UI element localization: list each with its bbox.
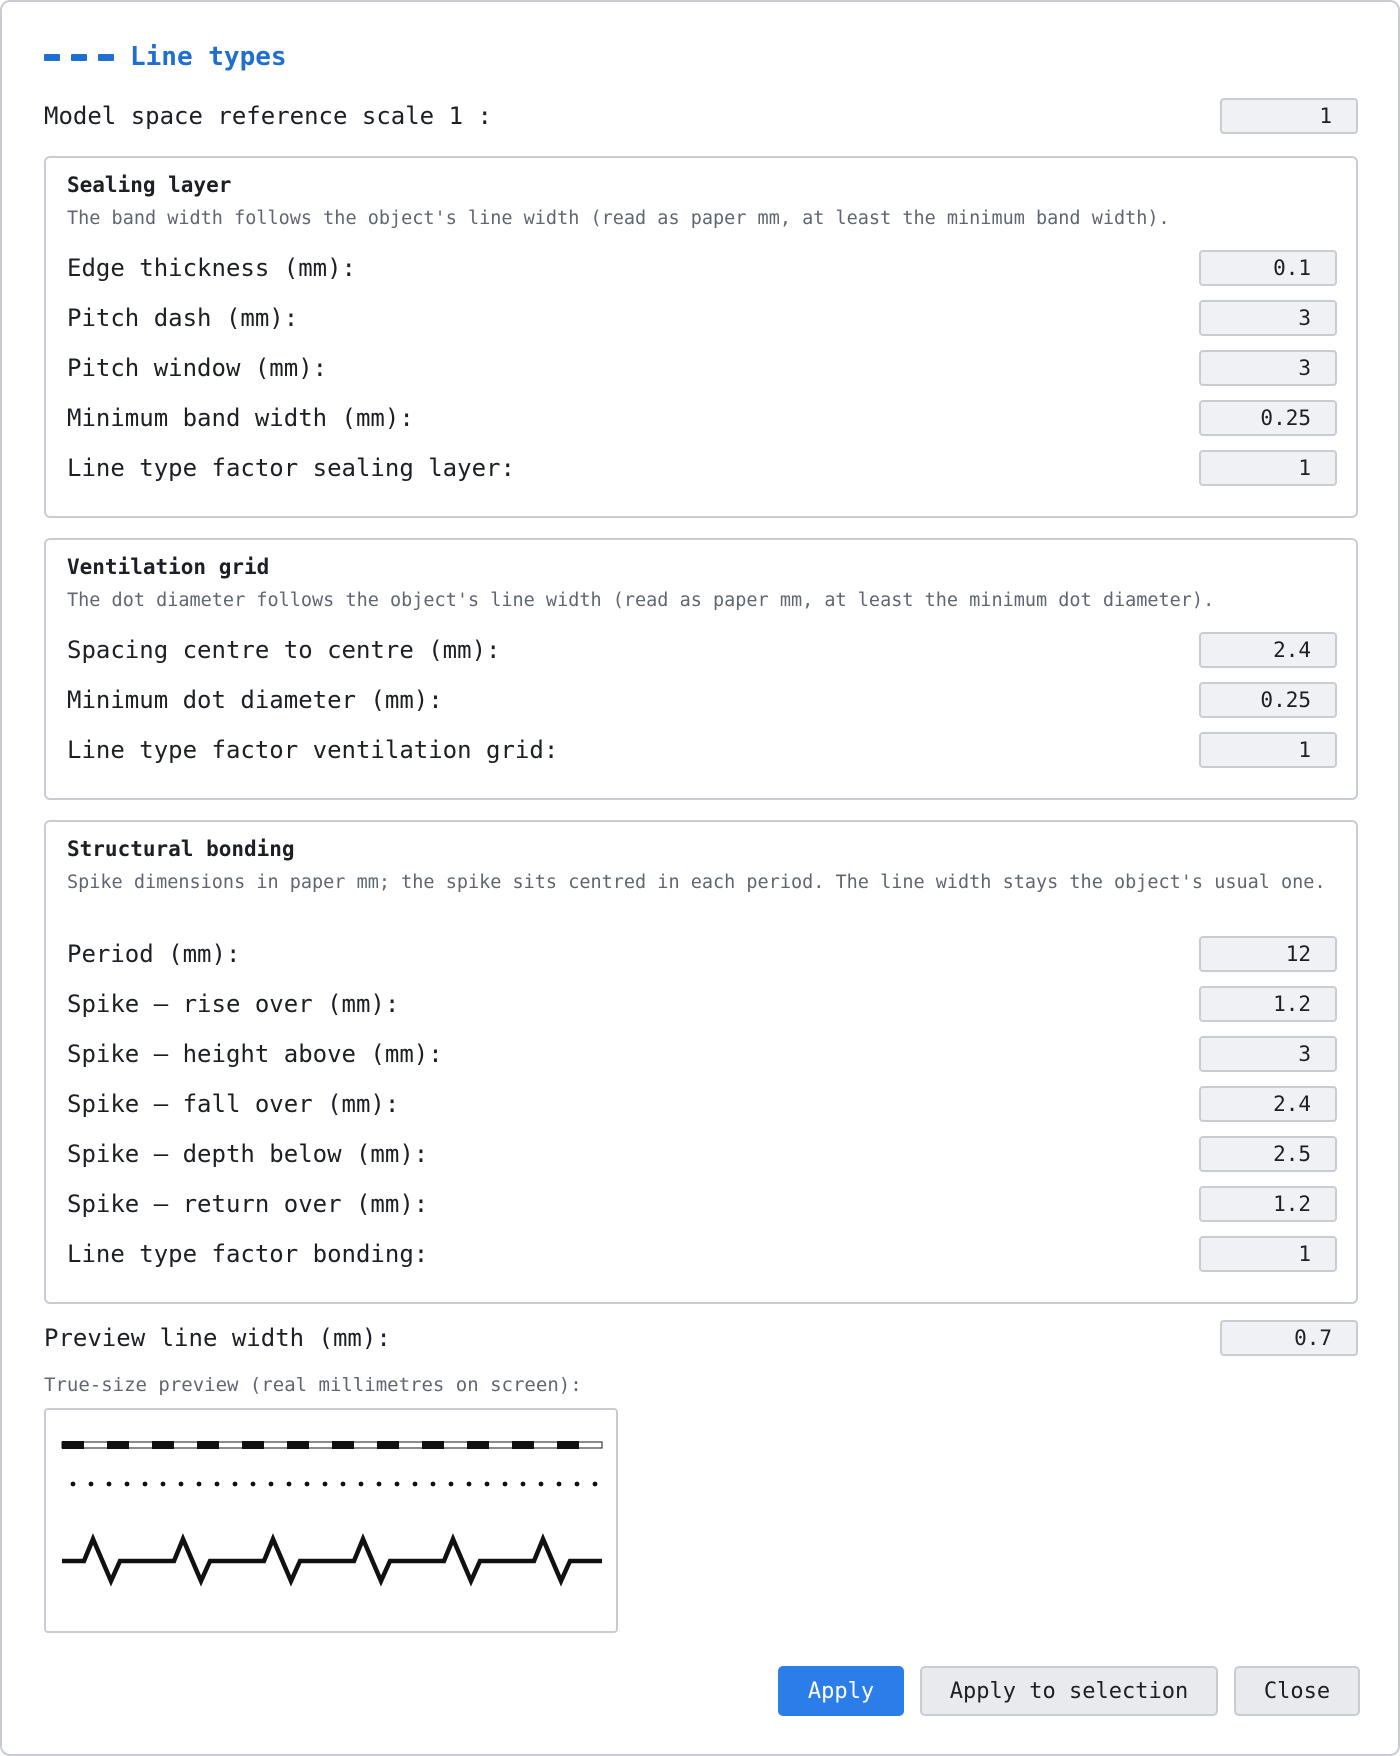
ventilation-dot	[89, 1482, 94, 1487]
model-scale-row	[44, 98, 1358, 134]
line-type-factor-sealing-label: Line type factor sealing layer:	[67, 454, 515, 482]
sealing-dash	[422, 1441, 444, 1449]
structural-bonding-preview	[62, 1539, 602, 1581]
ventilation-dot	[287, 1482, 292, 1487]
line-type-factor-ventilation-row	[67, 732, 1337, 768]
ventilation-dot	[485, 1482, 490, 1487]
ventilation-grid-preview	[71, 1482, 598, 1487]
pitch-window-label: Pitch window (mm):	[67, 354, 328, 382]
preview-line-width-row	[44, 1320, 1358, 1356]
ventilation-dot	[449, 1482, 454, 1487]
ventilation-dot	[305, 1482, 310, 1487]
ventilation-dot	[503, 1482, 508, 1487]
line-type-factor-bonding-label: Line type factor bonding:	[67, 1240, 429, 1268]
apply-button[interactable]: Apply	[778, 1666, 904, 1716]
spike-rise-input[interactable]	[1199, 986, 1337, 1022]
sealing-dash	[62, 1441, 84, 1449]
minimum-band-width-input[interactable]	[1199, 400, 1337, 436]
line-preview-canvas	[44, 1408, 618, 1633]
period-row	[67, 936, 1337, 972]
ventilation-dot	[215, 1482, 220, 1487]
minimum-dot-diameter-label: Minimum dot diameter (mm):	[67, 686, 443, 714]
sealing-layer-title: Sealing layer	[67, 173, 232, 197]
sealing-dash	[242, 1441, 264, 1449]
ventilation-dot	[557, 1482, 562, 1487]
dialog-title-text: Line types	[130, 42, 287, 72]
pitch-dash-row	[67, 300, 1337, 336]
spike-height-input[interactable]	[1199, 1036, 1337, 1072]
model-scale-input[interactable]	[1220, 98, 1358, 134]
ventilation-dot	[125, 1482, 130, 1487]
line-type-factor-sealing-input[interactable]	[1199, 450, 1337, 486]
preview-caption: True-size preview (real millimetres on screen):	[44, 1374, 582, 1396]
period-label: Period (mm):	[67, 940, 241, 968]
ventilation-dot	[539, 1482, 544, 1487]
sealing-dash	[467, 1441, 489, 1449]
spike-height-row	[67, 1036, 1337, 1072]
pitch-dash-label: Pitch dash (mm):	[67, 304, 299, 332]
minimum-dot-diameter-row	[67, 682, 1337, 718]
sealing-dash	[287, 1441, 309, 1449]
spike-depth-row	[67, 1136, 1337, 1172]
preview-line-width-label: Preview line width (mm):	[44, 1324, 391, 1352]
spike-return-input[interactable]	[1199, 1186, 1337, 1222]
ventilation-dot	[431, 1482, 436, 1487]
line-preview-svg	[46, 1410, 616, 1631]
ventilation-dot	[359, 1482, 364, 1487]
pitch-window-input[interactable]	[1199, 350, 1337, 386]
spacing-centre-label: Spacing centre to centre (mm):	[67, 636, 501, 664]
spike-fall-input[interactable]	[1199, 1086, 1337, 1122]
line-type-factor-bonding-input[interactable]	[1199, 1236, 1337, 1272]
sealing-dash	[152, 1441, 174, 1449]
ventilation-dot	[521, 1482, 526, 1487]
close-button[interactable]: Close	[1234, 1666, 1360, 1716]
period-input[interactable]	[1199, 936, 1337, 972]
pitch-window-row	[67, 350, 1337, 386]
ventilation-dot	[251, 1482, 256, 1487]
ventilation-dot	[323, 1482, 328, 1487]
ventilation-dot	[233, 1482, 238, 1487]
edge-thickness-label: Edge thickness (mm):	[67, 254, 356, 282]
dashed-line-icon	[44, 54, 114, 61]
sealing-dash	[332, 1441, 354, 1449]
apply-to-selection-button[interactable]: Apply to selection	[920, 1666, 1218, 1716]
ventilation-dot	[341, 1482, 346, 1487]
spike-height-label: Spike – height above (mm):	[67, 1040, 443, 1068]
ventilation-dot	[107, 1482, 112, 1487]
pitch-dash-input[interactable]	[1199, 300, 1337, 336]
sealing-dash	[512, 1441, 534, 1449]
spike-rise-row	[67, 986, 1337, 1022]
structural-bonding-title: Structural bonding	[67, 837, 295, 861]
ventilation-dot	[179, 1482, 184, 1487]
sealing-dash	[197, 1441, 219, 1449]
sealing-dash	[377, 1441, 399, 1449]
ventilation-grid-title: Ventilation grid	[67, 555, 270, 579]
dialog-title	[44, 40, 287, 74]
line-type-factor-bonding-row	[67, 1236, 1337, 1272]
preview-line-width-input[interactable]	[1220, 1320, 1358, 1356]
spike-return-row	[67, 1186, 1337, 1222]
structural-bonding-group	[44, 820, 1358, 1304]
spike-depth-input[interactable]	[1199, 1136, 1337, 1172]
spike-rise-label: Spike – rise over (mm):	[67, 990, 400, 1018]
ventilation-dot	[377, 1482, 382, 1487]
ventilation-dot	[197, 1482, 202, 1487]
ventilation-dot	[71, 1482, 76, 1487]
ventilation-dot	[395, 1482, 400, 1487]
minimum-band-width-label: Minimum band width (mm):	[67, 404, 414, 432]
spike-fall-row	[67, 1086, 1337, 1122]
sealing-layer-group	[44, 156, 1358, 518]
line-type-factor-ventilation-label: Line type factor ventilation grid:	[67, 736, 559, 764]
ventilation-grid-description: The dot diameter follows the object's line width (read as paper mm, at least the minimum dot diameter).	[67, 590, 1215, 611]
sealing-dash	[557, 1441, 579, 1449]
sealing-dash	[107, 1441, 129, 1449]
ventilation-dot	[467, 1482, 472, 1487]
spike-depth-label: Spike – depth below (mm):	[67, 1140, 429, 1168]
line-type-factor-sealing-row	[67, 450, 1337, 486]
ventilation-dot	[143, 1482, 148, 1487]
spacing-centre-input[interactable]	[1199, 632, 1337, 668]
line-type-factor-ventilation-input[interactable]	[1199, 732, 1337, 768]
spike-fall-label: Spike – fall over (mm):	[67, 1090, 400, 1118]
spacing-centre-row	[67, 632, 1337, 668]
spike-return-label: Spike – return over (mm):	[67, 1190, 429, 1218]
ventilation-dot	[575, 1482, 580, 1487]
model-scale-label: Model space reference scale 1 :	[44, 102, 492, 130]
ventilation-dot	[413, 1482, 418, 1487]
ventilation-grid-group	[44, 538, 1358, 800]
edge-thickness-row	[67, 250, 1337, 286]
edge-thickness-input[interactable]	[1199, 250, 1337, 286]
minimum-band-width-row	[67, 400, 1337, 436]
sealing-layer-description: The band width follows the object's line width (read as paper mm, at least the minimum band width).	[67, 208, 1170, 229]
ventilation-dot	[593, 1482, 598, 1487]
minimum-dot-diameter-input[interactable]	[1199, 682, 1337, 718]
structural-bonding-description: Spike dimensions in paper mm; the spike sits centred in each period. The line width stays the object's usual one.	[67, 872, 1326, 893]
ventilation-dot	[161, 1482, 166, 1487]
ventilation-dot	[269, 1482, 274, 1487]
sealing-layer-preview	[62, 1441, 602, 1449]
